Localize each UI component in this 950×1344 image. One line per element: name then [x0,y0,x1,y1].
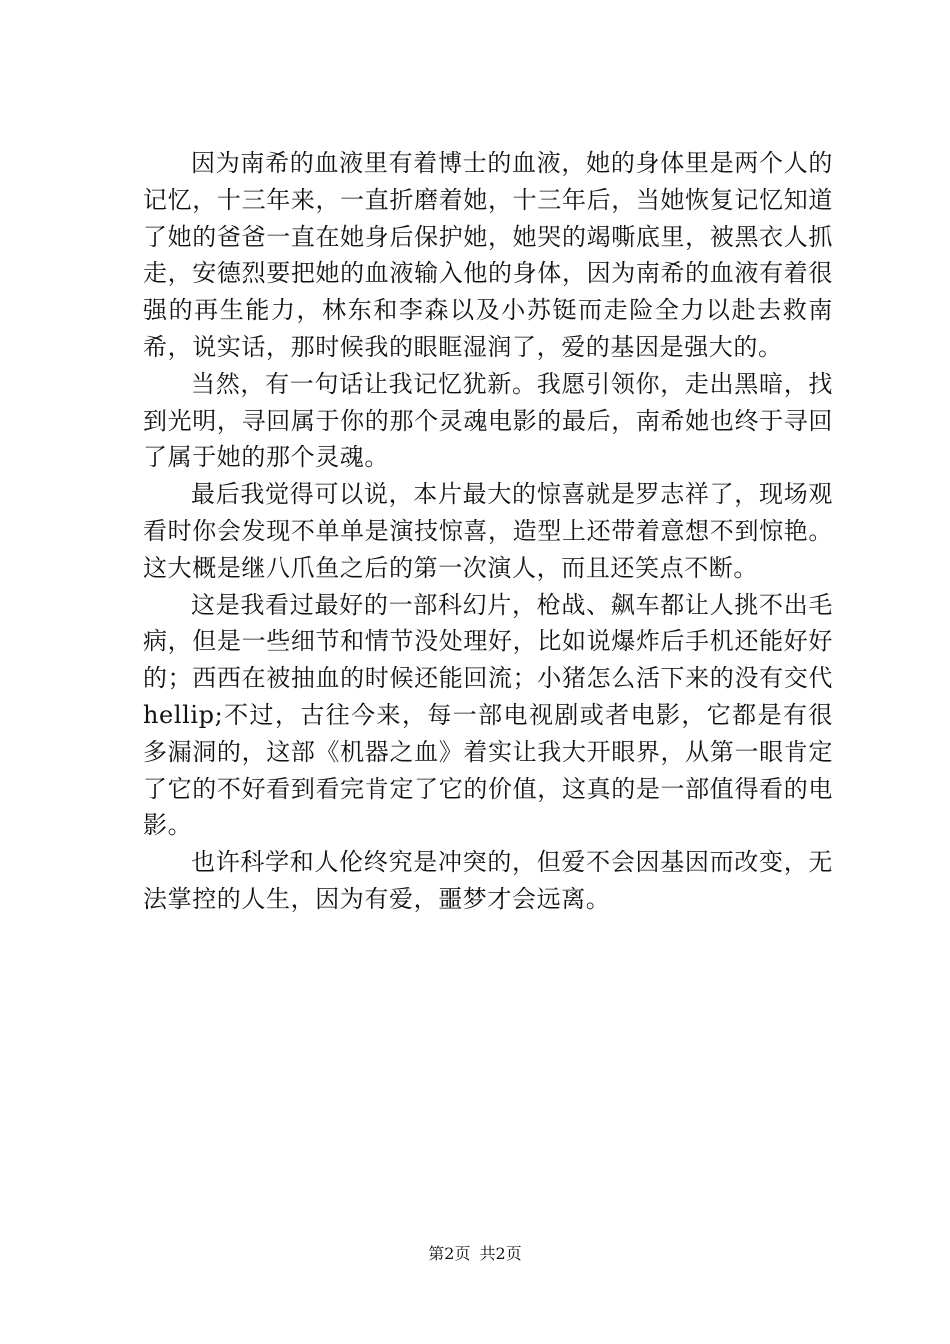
paragraph-5: 也许科学和人伦终究是冲突的，但爱不会因基因而改变，无法掌控的人生，因为有爱，噩梦才会远离。 [143,848,833,913]
paragraph-4: 这是我看过最好的一部科幻片，枪战、飙车都让人挑不出毛病，但是一些细节和情节没处理好，比如说爆炸后手机还能好好的；西西在被抽血的时候还能回流；小猪怎么活下来的没有交代hellip;不过，古往今来，每一部电视剧或者电影，它都是有很多漏洞的，这部《机器之血》着实让我大开眼界，从第一眼肯定了它的不好看到看完肯定了它的价值，这真的是一部值得看的电影。 [143,590,833,840]
document-body [143,145,833,918]
page-number: 第2页 [428,1244,471,1263]
page-total: 共2页 [479,1244,522,1263]
paragraph-1: 因为南希的血液里有着博士的血液，她的身体里是两个人的记忆，十三年来，一直折磨着她，十三年后，当她恢复记忆知道了她的爸爸一直在她身后保护她，她哭的竭嘶底里，被黑衣人抓走，安德烈要把她的血液输入他的身体，因为南希的血液有着很强的再生能力，林东和李森以及小苏铤而走险全力以赴去救南希，说实话，那时候我的眼眶湿润了，爱的基因是强大的。 [143,149,833,361]
paragraph-2: 当然，有一句话让我记忆犹新。我愿引领你，走出黑暗，找到光明，寻回属于你的那个灵魂电影的最后，南希她也终于寻回了属于她的那个灵魂。 [143,369,833,472]
page-footer [0,1242,950,1266]
paragraph-3: 最后我觉得可以说，本片最大的惊喜就是罗志祥了，现场观看时你会发现不单单是演技惊喜，造型上还带着意想不到惊艳。这大概是继八爪鱼之后的第一次演人，而且还笑点不断。 [143,480,833,582]
